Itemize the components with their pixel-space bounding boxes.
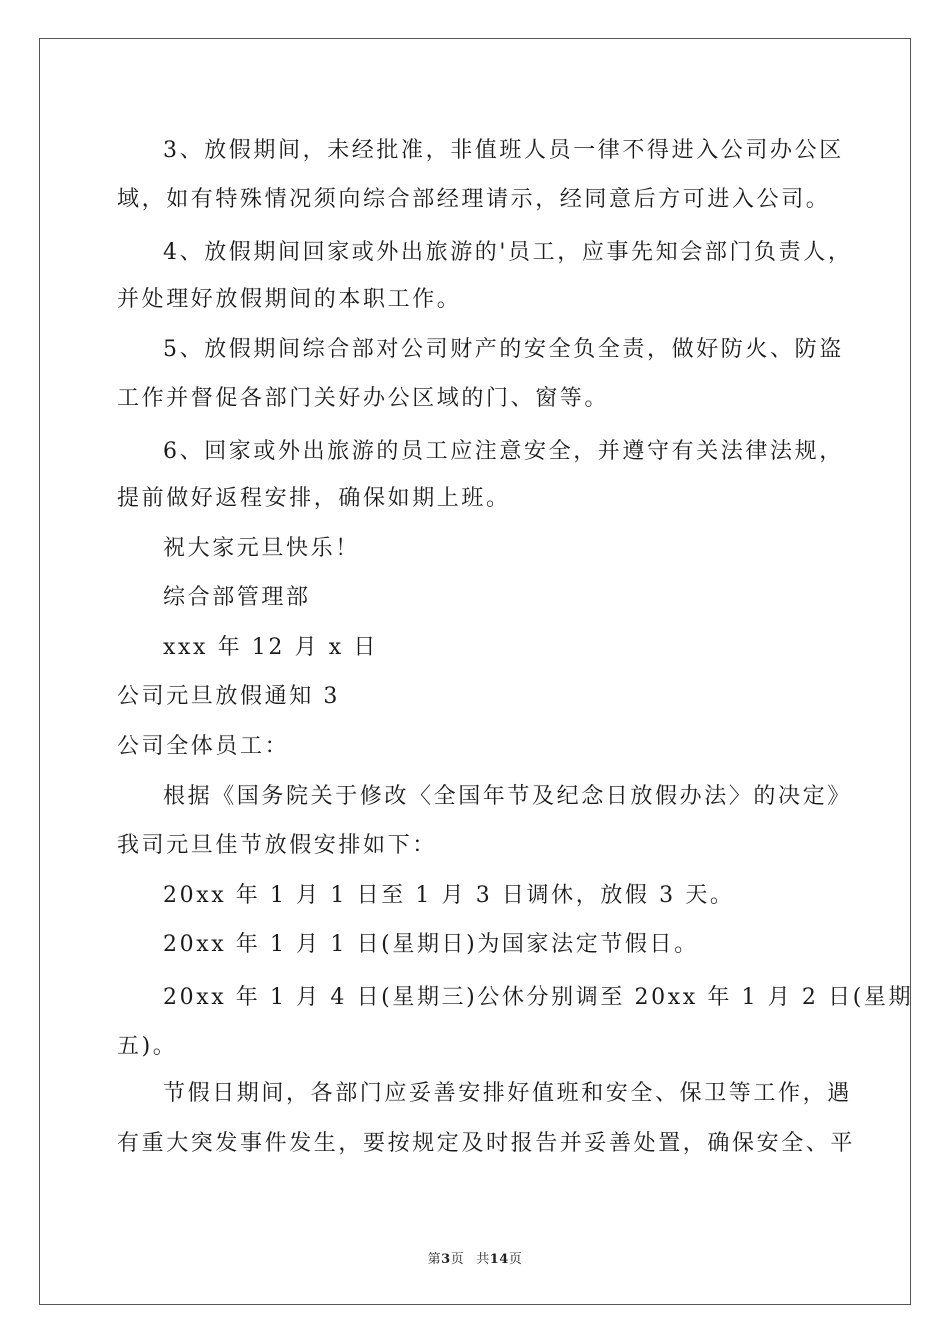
paragraph-line: 6、回家或外出旅游的员工应注意安全，并遵守有关法律法规， (163, 439, 844, 464)
greeting-line: 祝大家元旦快乐！ (163, 536, 360, 561)
page-number: 3 (441, 1252, 451, 1267)
page-prefix: 第 (427, 1252, 442, 1267)
signature-department: 综合部管理部 (163, 585, 311, 610)
paragraph-line: 节假日期间，各部门应妥善安排好值班和安全、保卫等工作，遇 (163, 1081, 852, 1106)
paragraph-line: 提前做好返程安排，确保如期上班。 (117, 486, 511, 511)
paragraph-line: 3、放假期间，未经批准，非值班人员一律不得进入公司办公区 (163, 138, 844, 163)
paragraph-line: 有重大突发事件发生，要按规定及时报告并妥善处置，确保安全、平 (117, 1131, 856, 1156)
paragraph-line: 我司元旦佳节放假安排如下： (117, 833, 437, 858)
total-prefix: 共 (476, 1252, 490, 1267)
paragraph-line: 并处理好放假期间的本职工作。 (117, 287, 462, 312)
page-suffix: 页 (450, 1252, 465, 1267)
paragraph-line: 20xx 年 1 月 4 日(星期三)公休分别调至 20xx 年 1 月 2 日(星期 (163, 985, 914, 1010)
total-suffix: 页 (508, 1252, 523, 1267)
paragraph-line: 工作并督促各部门关好办公区域的门、窗等。 (117, 386, 610, 411)
total-pages: 14 (489, 1252, 509, 1267)
paragraph-line: 20xx 年 1 月 1 日(星期日)为国家法定节假日。 (163, 932, 699, 957)
salutation: 公司全体员工： (117, 734, 290, 759)
page-border (39, 38, 914, 1305)
page-footer (0, 1248, 950, 1267)
section-title: 公司元旦放假通知 3 (117, 684, 340, 709)
paragraph-line: 根据《国务院关于修改〈全国年节及纪念日放假办法〉的决定》 (163, 784, 852, 809)
signature-date: xxx 年 12 月 x 日 (163, 635, 378, 660)
paragraph-line: 5、放假期间综合部对公司财产的安全负全责，做好防火、防盗 (163, 337, 844, 362)
paragraph-line: 域，如有特殊情况须向综合部经理请示，经同意后方可进入公司。 (117, 187, 831, 212)
paragraph-line: 4、放假期间回家或外出旅游的'员工，应事先知会部门负责人， (163, 240, 853, 265)
paragraph-line: 20xx 年 1 月 1 日至 1 月 3 日调休，放假 3 天。 (163, 883, 735, 908)
paragraph-line: 五)。 (117, 1034, 178, 1059)
